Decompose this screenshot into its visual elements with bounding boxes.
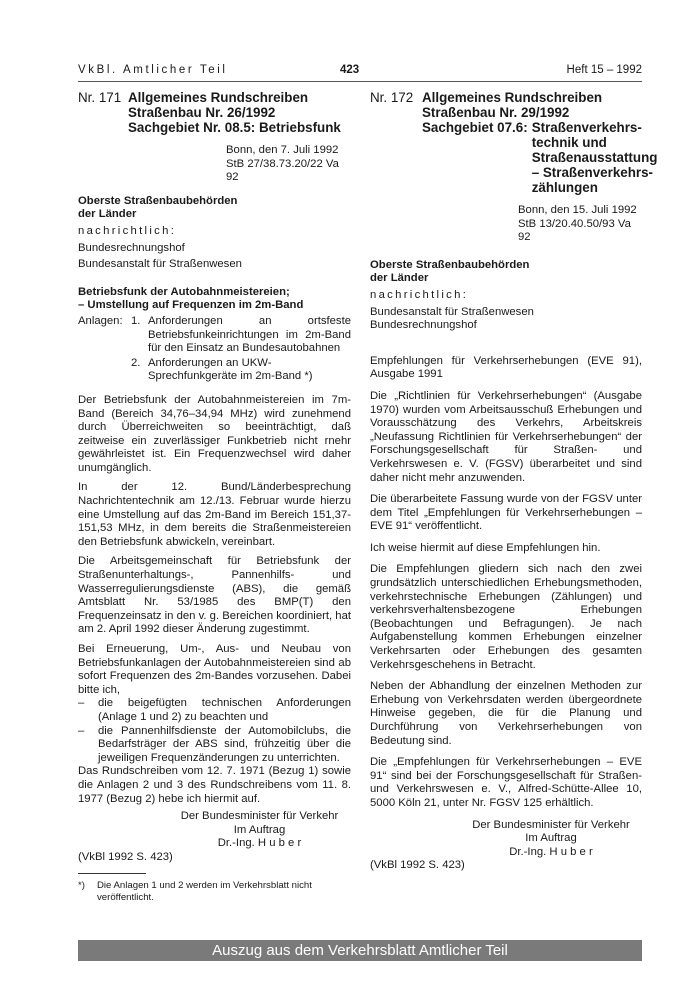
title-line: technik und bbox=[531, 135, 607, 150]
date: Bonn, den 15. Juli 1992 bbox=[518, 204, 637, 216]
dash-item bbox=[78, 697, 351, 724]
addressee-line: Oberste Straßenbaubehörden bbox=[370, 258, 530, 271]
anlagen-list bbox=[78, 315, 351, 384]
signature bbox=[370, 819, 642, 860]
anlage-text: Anforderungen an ortsfeste Betriebsfunkeinrichtungen im 2m-Band für den Einsatz an Bundesautobahnen bbox=[148, 314, 351, 355]
header-rule bbox=[78, 81, 642, 82]
title-line: Straßenausstattung bbox=[531, 150, 658, 165]
dash-item bbox=[78, 725, 351, 766]
date: Bonn, den 7. Juli 1992 bbox=[226, 144, 339, 156]
cc-recipient: Bundesrechnungshof bbox=[370, 319, 477, 332]
paragraph: Empfehlungen für Verkehrserhebungen (EVE 91), Ausgabe 1991 bbox=[370, 354, 642, 381]
footer-banner: Auszug aus dem Verkehrsblatt Amtlicher Teil bbox=[78, 940, 642, 961]
footnote-text: Die Anlagen 1 und 2 werden im Verkehrsblatt nicht veröffentlicht. bbox=[97, 880, 312, 903]
dash-marker: – bbox=[78, 724, 85, 737]
paragraph: Der Betriebsfunk der Autobahnmeistereien im 7m-Band (Bereich 34,76–34,94 MHz) wird zunehmend durch Überreichweiten so beeinträchtigt, daß zeitweise ein zuverlässiger Funkbetrieb nicht rnehr gewährleistet ist. Ein Frequenzwechsel wird daher unumgänglich. bbox=[78, 393, 351, 474]
signature bbox=[78, 810, 351, 851]
date-block bbox=[78, 144, 351, 185]
dash-marker: – bbox=[78, 697, 85, 710]
title-line: zählungen bbox=[531, 180, 598, 195]
article-172-number: Nr. 172 bbox=[370, 90, 414, 105]
anlagen-label: Anlagen: bbox=[78, 314, 123, 327]
article-171-number: Nr. 171 bbox=[78, 90, 122, 105]
dash-text: die Pannenhilfsdienste der Automobilclubs, die Bedarfsträger der ABS sind, frühzeitig über die jeweiligen Frequenzänderungen zu unterrichten. bbox=[98, 724, 351, 764]
cc-recipient: Bundesanstalt für Straßenwesen bbox=[78, 258, 242, 271]
signature-name: Dr.-Ing. H u b e r bbox=[217, 837, 302, 850]
paragraph: Ich weise hiermit auf diese Empfehlungen hin. bbox=[370, 541, 601, 554]
paragraph: Die überarbeitete Fassung wurde von der FGSV unter dem Titel „Empfehlungen für Verkehrserhebungen – EVE 91“ veröffentlicht. bbox=[370, 493, 642, 533]
anlage-number: 2. bbox=[131, 356, 141, 369]
cc-recipient: Bundesanstalt für Straßenwesen bbox=[370, 305, 534, 318]
title-line: Straßenbau Nr. 29/1992 bbox=[422, 105, 570, 120]
date-block bbox=[370, 204, 642, 245]
title-line: – Straßenverkehrs- bbox=[531, 165, 654, 180]
nachrichtlich-label: nachrichtlich: bbox=[370, 288, 469, 301]
title-line: Sachgebiet Nr. 08.5: Betriebsfunk bbox=[128, 120, 341, 135]
title-line: Straßenverkehrs- bbox=[531, 120, 642, 135]
title-lead: Sachgebiet 07.6: bbox=[422, 120, 528, 135]
paragraph: Die „Richtlinien für Verkehrserhebungen“ (Ausgabe 1970) wurden vom Arbeitsausschuß Erhebungen und Vorausschätzung des Verkehrs, Arbeitskreis „Neufassung Richtlinien für Verkehrserhebungen“ der Forschungsgesellschaft für Straßen- und Verkehrswesen e. V. (FGSV) überarbeitet und sind daher nicht mehr anzuwenden. bbox=[370, 389, 642, 484]
signature-name: Dr.-Ing. H u b e r bbox=[509, 845, 593, 858]
signature-line: Der Bundesminister für Verkehr bbox=[180, 810, 339, 823]
nachrichtlich-label: nachrichtlich: bbox=[78, 224, 177, 237]
signature-line: Im Auftrag bbox=[233, 823, 286, 836]
reference: StB 13/20.40.50/93 Va 92 bbox=[518, 217, 631, 244]
anlage-number: 1. bbox=[131, 314, 141, 327]
cc-recipient: Bundesrechnungshof bbox=[78, 241, 185, 254]
paragraph: Das Rundschreiben vom 12. 7. 1971 (Bezug 1) sowie die Anlagen 2 und 3 des Rundschreibens vom 11. 8. 1977 (Bezug 2) hebe ich hiermit auf. bbox=[78, 765, 351, 805]
issue-label: Heft 15 – 1992 bbox=[566, 64, 642, 76]
addressee-line: der Länder bbox=[370, 272, 429, 285]
paragraph: Die „Empfehlungen für Verkehrserhebungen – EVE 91“ sind bei der Forschungsgesellschaft für Straßen- und Verkehrswesen e. V., Alfred-Schütte-Allee 10, 5000 Köln 21, unter Nr. FGSV 125 erhältlich. bbox=[370, 756, 642, 809]
article-172-title bbox=[370, 90, 658, 195]
page-number: 423 bbox=[340, 64, 360, 76]
footnote bbox=[78, 880, 356, 903]
reference: StB 27/38.73.20/22 Va 92 bbox=[226, 157, 339, 184]
title-line: Straßenbau Nr. 26/1992 bbox=[128, 105, 276, 120]
title-line: Allgemeines Rundschreiben bbox=[128, 90, 309, 105]
footnote-rule bbox=[78, 873, 146, 874]
source-reference: (VkBl 1992 S. 423) bbox=[370, 859, 465, 872]
article-172 bbox=[370, 90, 658, 873]
paragraph: Die Arbeitsgemeinschaft für Betriebsfunk der Straßenunterhaltungs-, Pannenhilfs- und Wasserregulierungsdienste (ABS), die gemäß Amtsblatt Nr. 53/1985 des BMP(T) den Frequenzeinsatz in den v. g. Bereichen koordiniert, hat am 2. April 1992 dieser Änderung zugestimmt. bbox=[78, 555, 351, 636]
subject-line: – Umstellung auf Frequenzen im 2m-Band bbox=[78, 299, 304, 312]
addressee-line: der Länder bbox=[78, 208, 137, 221]
subject bbox=[78, 286, 351, 313]
article-171 bbox=[78, 90, 351, 865]
anlage-item bbox=[131, 357, 351, 384]
addressee bbox=[370, 259, 642, 286]
addressee bbox=[78, 195, 351, 222]
paragraph: Bei Erneuerung, Um-, Aus- und Neubau von Betriebsfunkanlagen der Autobahnmeistereien sind ab sofort Frequenzen des 2m-Bandes vorzusehen. Dabei bitte ich, bbox=[78, 643, 351, 696]
footnote-marker: *) bbox=[78, 880, 85, 891]
paragraph: Die Empfehlungen gliedern sich nach den zwei grundsätzlich unterschiedlichen Erhebungsmethoden, verkehrstechnische Erhebungen (Zählungen) und verkehrsverhaltensbezogene Erhebungen (Beobachtungen und Befragungen). Je nach Aufgabenstellung kommen Erhebungen einzelner Verkehrsarten oder Erhebungen des gesamten Verkehrsgeschehens in Betracht. bbox=[370, 563, 642, 671]
anlage-item bbox=[131, 315, 351, 356]
article-171-title bbox=[78, 90, 351, 135]
paragraph: Neben der Abhandlung der einzelnen Methoden zur Erhebung von Verkehrsdaten werden übergeordnete Hinweise gegeben, die für die Planung und Durchführung von Verkehrserhebungen von Bedeutung sind. bbox=[370, 680, 642, 747]
signature-line: Im Auftrag bbox=[525, 832, 577, 845]
paragraph: In der 12. Bund/Länderbesprechung Nachrichtentechnik am 12./13. Februar wurde hierzu eine Umstellung auf das 2m-Band im Bereich 151,37-151,53 MHz, in dem bereits die Straßenmeistereien den Betriebsfunk abwickeln, vereinbart. bbox=[78, 481, 351, 548]
journal-name: VkBl. Amtlicher Teil bbox=[78, 64, 228, 76]
title-line: Allgemeines Rundschreiben bbox=[422, 90, 603, 105]
signature-line: Der Bundesminister für Verkehr bbox=[472, 818, 630, 831]
subject-line: Betriebsfunk der Autobahnmeistereien; bbox=[78, 285, 290, 298]
dash-text: die beigefügten technischen Anforderungen (Anlage 1 und 2) zu beachten und bbox=[98, 697, 351, 723]
addressee-line: Oberste Straßenbaubehörden bbox=[78, 194, 238, 207]
anlage-text: Anforderungen an UKW-Sprechfunkgeräte im 2m-Band *) bbox=[148, 356, 313, 383]
source-reference: (VkBl 1992 S. 423) bbox=[78, 850, 173, 863]
